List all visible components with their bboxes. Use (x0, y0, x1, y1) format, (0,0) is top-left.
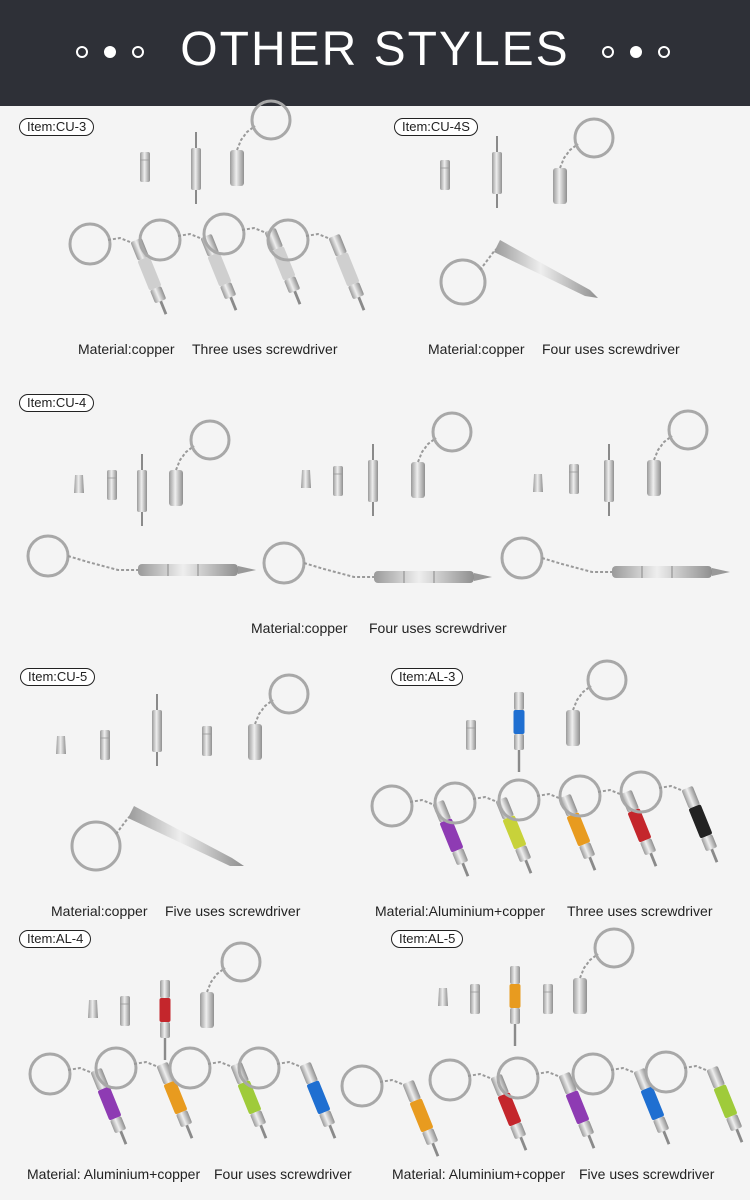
material-cu-4s: Material:copper (428, 341, 525, 357)
item-badge-cu-3: Item:CU-3 (19, 118, 94, 136)
material-cu-4: Material:copper (251, 620, 348, 636)
al-4-illustration (30, 943, 341, 1147)
item-badge-cu-5: Item:CU-5 (20, 668, 95, 686)
material-al-4: Material: Aluminium+copper (27, 1166, 201, 1182)
al-5-illustration (342, 929, 748, 1159)
item-badge-cu-4s: Item:CU-4S (394, 118, 478, 136)
uses-cu-4s: Four uses screwdriver (542, 341, 680, 357)
uses-cu-4: Four uses screwdriver (369, 620, 507, 636)
uses-al-3: Three uses screwdriver (567, 903, 713, 919)
item-badge-cu-4: Item:CU-4 (19, 394, 94, 412)
material-cu-5: Material:copper (51, 903, 148, 919)
item-badge-al-3: Item:AL-3 (391, 668, 463, 686)
item-badge-al-5: Item:AL-5 (391, 930, 463, 948)
page-title: OTHER STYLES (180, 23, 570, 76)
material-al-5: Material: Aluminium+copper (392, 1166, 566, 1182)
uses-al-5: Five uses screwdriver (579, 1166, 715, 1182)
material-cu-3: Material:copper (78, 341, 175, 357)
cu-4s-illustration (432, 119, 613, 313)
al-3-illustration (372, 661, 723, 879)
material-al-3: Material:Aluminium+copper (375, 903, 546, 919)
item-badge-al-4: Item:AL-4 (19, 930, 91, 948)
cu-4-illustration (28, 411, 730, 583)
cu-5-illustration (56, 675, 308, 870)
cu-3-illustration (70, 101, 370, 317)
uses-cu-3: Three uses screwdriver (192, 341, 338, 357)
uses-cu-5: Five uses screwdriver (165, 903, 301, 919)
uses-al-4: Four uses screwdriver (214, 1166, 352, 1182)
